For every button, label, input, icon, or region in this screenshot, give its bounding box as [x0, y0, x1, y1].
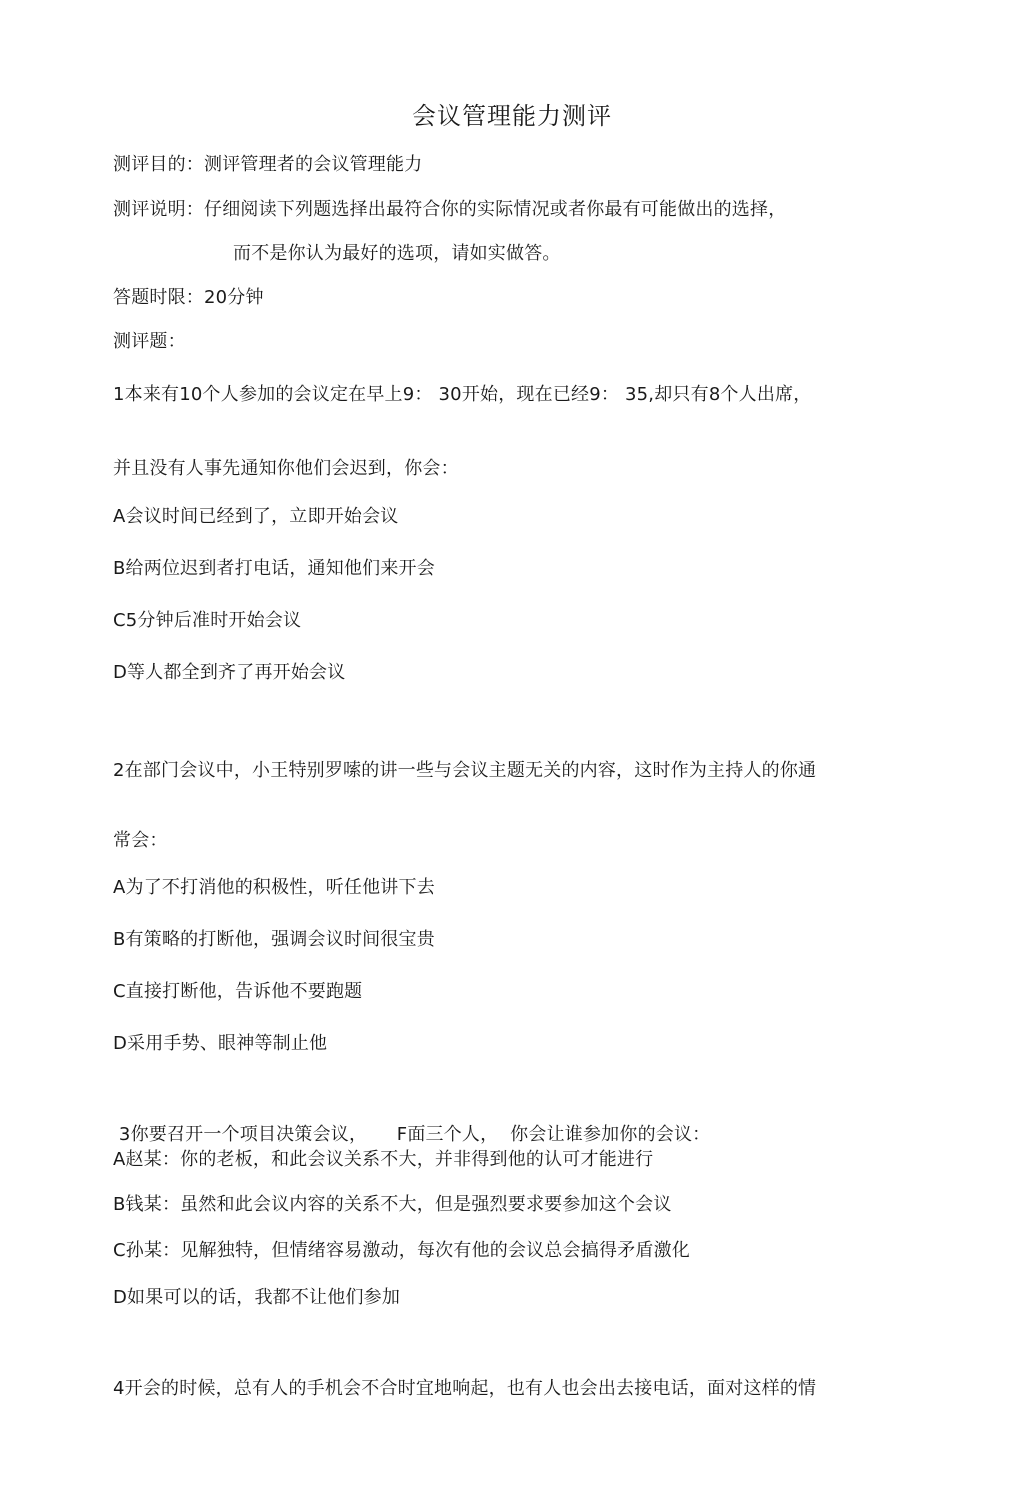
question-1-option-d: D等人都全到齐了再开始会议 — [113, 662, 346, 683]
question-1-stem: 1本来有10个人参加的会议定在早上9： 30开始，现在已经9： 35,却只有8个人出席， — [113, 384, 812, 405]
assessment-instructions-continued: 而不是你认为最好的选项，请如实做答。 — [233, 243, 561, 264]
question-2-option-c: C直接打断他，告诉他不要跑题 — [113, 981, 363, 1002]
question-3-option-c: C孙某：见解独特，但情绪容易激动，每次有他的会议总会搞得矛盾激化 — [113, 1240, 690, 1261]
assessment-instructions: 测评说明：仔细阅读下列题选择出最符合你的实际情况或者你最有可能做出的选择， — [113, 199, 787, 220]
question-2-stem: 2在部门会议中，小王特别罗嗦的讲一些与会议主题无关的内容，这时作为主持人的你通 — [113, 760, 817, 781]
question-1-option-a: A会议时间已经到了，立即开始会议 — [113, 506, 399, 527]
question-1-option-c: C5分钟后准时开始会议 — [113, 610, 302, 631]
question-3-stem: 3你要召开一个项目决策会议， F面三个人， 你会让谁参加你的会议： — [113, 1124, 711, 1145]
question-1-stem-continued: 并且没有人事先通知你他们会迟到，你会： — [113, 458, 459, 479]
question-3-option-a: A赵某：你的老板，和此会议关系不大，并非得到他的认可才能进行 — [113, 1149, 654, 1170]
assessment-purpose: 测评目的：测评管理者的会议管理能力 — [113, 154, 423, 175]
question-3-option-d: D如果可以的话，我都不让他们参加 — [113, 1287, 401, 1308]
page-title: 会议管理能力测评 — [412, 102, 612, 130]
question-2-option-d: D采用手势、眼神等制止他 — [113, 1033, 328, 1054]
question-3-option-b: B钱某：虽然和此会议内容的关系不大，但是强烈要求要参加这个会议 — [113, 1194, 672, 1215]
question-2-option-a: A为了不打消他的积极性，听任他讲下去 — [113, 877, 435, 898]
question-2-stem-continued: 常会： — [113, 830, 168, 851]
question-1-option-b: B给两位迟到者打电话，通知他们来开会 — [113, 558, 435, 579]
time-limit: 答题时限：20分钟 — [113, 287, 264, 308]
questions-label: 测评题： — [113, 331, 186, 352]
question-2-option-b: B有策略的打断他，强调会议时间很宝贵 — [113, 929, 435, 950]
question-4-stem: 4开会的时候，总有人的手机会不合时宜地响起，也有人也会出去接电话，面对这样的情 — [113, 1378, 817, 1399]
